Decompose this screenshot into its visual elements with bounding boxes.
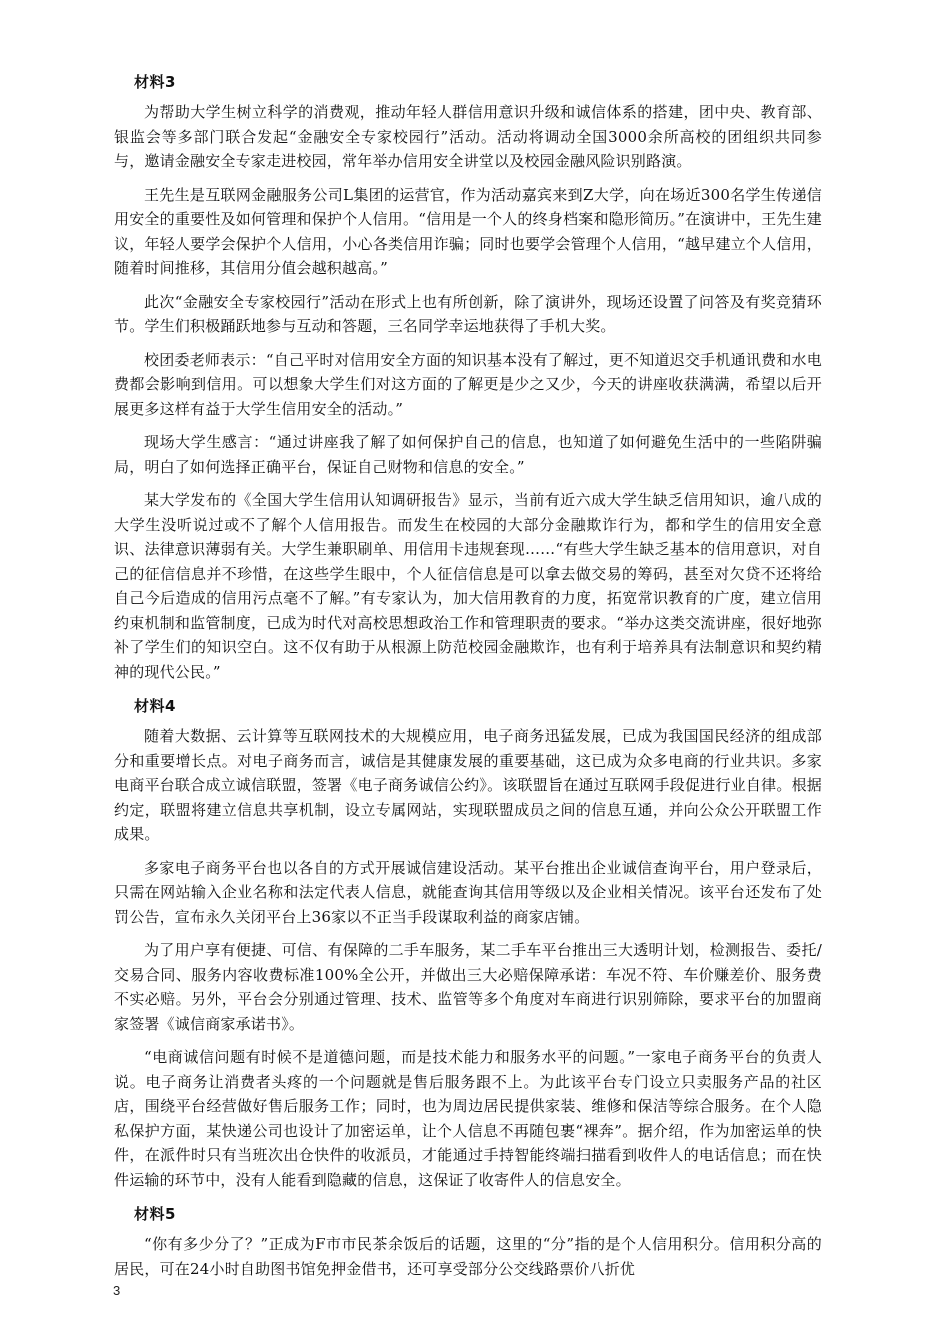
paragraph: 王先生是互联网金融服务公司L集团的运营官，作为活动嘉宾来到Z大学，向在场近300名学生传递信用安全的重要性及如何管理和保护个人信用。“信用是一个人的终身档案和隐形简历。”在演讲中，王先生建议，年轻人要学会保护个人信用，小心各类信用诈骗；同时也要学会管理个人信用，“越早建立个人信用，随着时间推移，其信用分值会越积越高。”	[114, 185, 822, 277]
section-heading: 材料3	[134, 73, 176, 91]
page-number: 3	[113, 1283, 121, 1298]
paragraph: “你有多少分了？”正成为F市市民茶余饭后的话题，这里的“分”指的是个人信用积分。信用积分高的居民，可在24小时自助图书馆免押金借书，还可享受部分公交线路票价八折优	[114, 1235, 822, 1278]
paragraph: 为帮助大学生树立科学的消费观，推动年轻人群信用意识升级和诚信体系的搭建，团中央、教育部、银监会等多部门联合发起“金融安全专家校园行”活动。活动将调动全国3000余所高校的团组织共同参与，邀请金融安全专家走进校园，常年举办信用安全讲堂以及校园金融风险识别路演。	[114, 103, 822, 170]
paragraph: 校团委老师表示：“自己平时对信用安全方面的知识基本没有了解过，更不知道迟交手机通讯费和水电费都会影响到信用。可以想象大学生们对这方面的了解更是少之又少，今天的讲座收获满满，希望以后开展更多这样有益于大学生信用安全的活动。”	[114, 350, 822, 418]
paragraph: 随着大数据、云计算等互联网技术的大规模应用，电子商务迅猛发展，已成为我国国民经济的组成部分和重要增长点。对电子商务而言，诚信是其健康发展的重要基础，这已成为众多电商的行业共识。多家电商平台联合成立诚信联盟，签署《电子商务诚信公约》。该联盟旨在通过互联网手段促进行业自律。根据约定，联盟将建立信息共享机制，设立专属网站，实现联盟成员之间的信息互通，并向公众公开联盟工作成果。	[114, 727, 822, 843]
paragraph: 多家电子商务平台也以各自的方式开展诚信建设活动。某平台推出企业诚信查询平台，用户登录后，只需在网站输入企业名称和法定代表人信息，就能查询其信用等级以及企业相关情况。该平台还发布了处罚公告，宣布永久关闭平台上36家以不正当手段谋取利益的商家店铺。	[114, 858, 822, 926]
paragraph: 现场大学生感言：“通过讲座我了解了如何保护自己的信息，也知道了如何避免生活中的一些陷阱骗局，明白了如何选择正确平台，保证自己财物和信息的安全。”	[114, 433, 822, 476]
paragraph: 此次“金融安全专家校园行”活动在形式上也有所创新，除了演讲外，现场还设置了问答及有奖竞猜环节。学生们积极踊跃地参与互动和答题，三名同学幸运地获得了手机大奖。	[114, 292, 822, 335]
section-heading: 材料5	[134, 1205, 176, 1223]
paragraph: 某大学发布的《全国大学生信用认知调研报告》显示，当前有近六成大学生缺乏信用知识，逾八成的大学生没听说过或不了解个人信用报告。而发生在校园的大部分金融欺诈行为，都和学生的信用安全意识、法律意识薄弱有关。大学生兼职刷单、用信用卡违规套现……“有些大学生缺乏基本的信用意识，对自己的征信信息并不珍惜，在这些学生眼中，个人征信信息是可以拿去做交易的筹码，甚至对欠贷不还将给自己今后造成的信用污点毫不了解。”有专家认为，加大信用教育的力度，拓宽常识教育的广度，建立信用约束机制和监管制度，已成为时代对高校思想政治工作和管理职责的要求。“举办这类交流讲座，很好地弥补了学生们的知识空白。这不仅有助于从根源上防范校园金融欺诈，也有利于培养具有法制意识和契约精神的现代公民。”	[114, 491, 822, 681]
paragraph: “电商诚信问题有时候不是道德问题，而是技术能力和服务水平的问题。”一家电子商务平台的负责人说。电子商务让消费者头疼的一个问题就是售后服务跟不上。为此该平台专门设立只卖服务产品的社区店，围绕平台经营做好售后服务工作；同时，也为周边居民提供家装、维修和保洁等综合服务。在个人隐私保护方面，某快递公司也设计了加密运单，让个人信息不再随包裹“裸奔”。据介绍，作为加密运单的快件，在派件时只有当班次出仓快件的收派员，才能通过手持智能终端扫描看到收件人的电话信息；而在快件运输的环节中，没有人能看到隐藏的信息，这保证了收寄件人的信息安全。	[114, 1048, 822, 1189]
paragraph: 为了用户享有便捷、可信、有保障的二手车服务，某二手车平台推出三大透明计划，检测报告、委托/交易合同、服务内容收费标准100%全公开，并做出三大必赔保障承诺：车况不符、车价赚差价、服务费不实必赔。另外，平台会分别通过管理、技术、监管等多个角度对车商进行识别筛除，要求平台的加盟商家签署《诚信商家承诺书》。	[114, 941, 822, 1033]
section-material-5	[114, 1202, 822, 1281]
section-heading: 材料4	[134, 697, 176, 715]
document-page	[114, 60, 822, 1290]
section-material-3	[114, 70, 822, 684]
section-material-4	[114, 694, 822, 1192]
